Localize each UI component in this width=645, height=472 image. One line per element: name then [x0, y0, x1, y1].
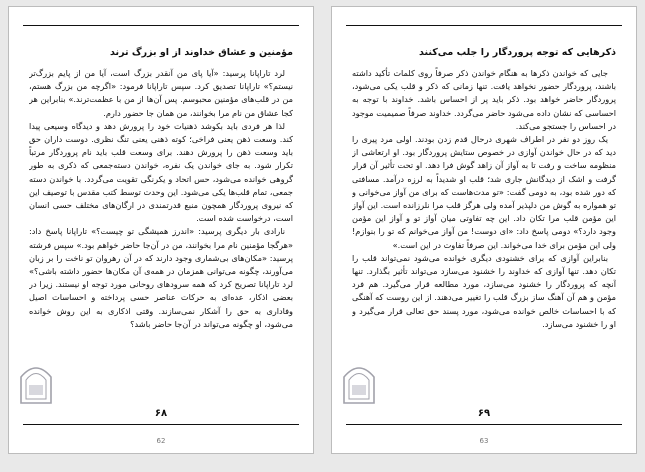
body-text	[352, 67, 616, 403]
bottom-rule	[23, 424, 299, 425]
top-rule	[346, 25, 622, 26]
right-page	[331, 6, 637, 454]
top-rule	[23, 25, 299, 26]
paragraph: نارادی بار دیگری پرسید: «اندرز همیشگی تو چیست؟» تاراپانا پاسخ داد: «هرگجا مؤمنین نام مرا بخوانند، من در آن‌جا حاضر خواهم بود.» سپس فرشته پرسید: «مکان‌های بی‌شماری وجود دارند که در آن رهروان تو ناخت را بر زبان می‌آورند، چگونه می‌توانی همزمان در همه‌ی آن مکان‌ها حضور داشته باشی؟» لرد تاراپانا تصریح کرد که همه سرودهای روحانی مورد توجه او نیستند. زیرا در بعضی اذکار، عده‌ای به حرکات عناصر حسی پرداخته و احساسات اصیل وفاداری به حق را آشکار نمی‌سازند. وقتی اذکاری به این روش خوانده می‌شود، او چگونه می‌تواند در آن‌جا حاضر باشد؟	[29, 226, 293, 329]
page-number: ۶۹	[477, 408, 491, 419]
body-text	[29, 67, 293, 403]
footer-page-number: 63	[479, 437, 489, 445]
paragraph: لرد تاراپانا پرسید: «آیا پای من آنقدر بزرگ است، آیا من از پایم بزرگ‌تر نیستم؟» تاراپانا تصدیق کرد. سپس تاراپانا فرمود: «اگرچه من بزرگ هستم، من در قلب‌های مؤمنین محبوسم. پس آن‌ها از من با عظمت‌ترند.» بنابراین هر کجا عشاق من نام مرا بخوانند، من همان جا حضور دارم.	[29, 68, 293, 118]
section-heading: ذکرهایی که توجه پروردگار را جلب می‌کنند	[419, 47, 616, 58]
page-number: ۶۸	[154, 408, 168, 419]
paragraph: یک روز دو نفر در اطراف شهری درحال قدم زدن بودند. اولی مرد پیری را دید که در حال خواندن آوازی در خصوص ستایش پروردگار بود. او ارتعاشی از منظومه ساخت و رفت تا به آواز آن زاهد گوش فرا دهد. او تحت تأثیر آن قرار گرفت و اشک از دیدگانش جاری شد؛ قلب او شدیداً به لرزه درآمد. مسافتی که دور شده بود، به دومی گفت: «تو مدت‌هاست که برای من آواز می‌خوانی و تو همواره به گوش من دلپذیر آمده ولی هرگز قلب مرا نلرزانده است. این آواز این مؤمن قلب مرا تکان داد. این چه تفاوتی میان آواز تو و آواز این مؤمن وجود دارد؟» دومی پاسخ داد: «ای دوست! من آواز می‌خوانم که تو را بنوازم! ولی این مؤمن برای خدا می‌خواند. این صرفاً تفاوت در این است.»	[352, 134, 616, 250]
section-heading: مؤمنین و عشاق خداوند از او بزرگ ترند	[110, 47, 293, 58]
bottom-rule	[346, 424, 622, 425]
library-seal-watermark	[342, 361, 376, 405]
paragraph: لذا هر فردی باید بکوشد ذهنیات خود را پرورش دهد و دیدگاه وسیعی پیدا کند. وسعت ذهن یعنی فراخی؛ کوته ذهنی یعنی تنگ نظری. دوست داران حق باید وسعت ذهن را پرورش دهند. برای وسعت قلب باید نام پروردگار مرتباً تکرار شود. به جای خواندن یک نفره، خواندن دسته‌جمعی که ذکری به طور گروهی خوانده می‌شود، حس اتحاد و یکرنگی تقویت می‌گردد. با خواندن دسته جمعی، تمام قلب‌ها یکی می‌شود. این وحدت توسط کتب مقدس با توصیف این که نیروی پروردگار همچون منبع قدرتمندی در ارگان‌های مختلف حسی انسان است، درخواست شده است.	[29, 120, 293, 224]
library-seal-watermark	[19, 361, 53, 405]
paragraph: جایی که خواندن ذکرها به هنگام خواندن ذکر صرفاً روی کلمات تأکید داشته باشند، پروردگار حضور نخواهد یافت. تنها زمانی که ذکر و قلب یکی می‌شود، پروردگار حاضر خواهد بود. ذکر باید پر از احساس باشد. خداوند با توجه به احساسی که نشان داده می‌شود حاضر می‌گردد. خداوند صرفاً صمیمیت موجود در احساس را جستجو می‌کند.	[352, 68, 616, 131]
footer-page-number: 62	[156, 437, 166, 445]
paragraph: بنابراین آوازی که برای خشنودی دیگری خوانده می‌شود نمی‌تواند قلب را تکان دهد. تنها آوازی که خداوند را خشنود می‌سازد می‌تواند تأثیر بگذارد. تنها آنچه که پروردگار را خشنود می‌سازد، مورد مطالعه قرار می‌گیرد. هم فرد مؤمن و هم آن آهنگ ساز بزرگ قلب را تغییر می‌دهند. از این روست که آهنگی که با احساسات خالص خوانده می‌شود، مورد پسند حق تعالی قرار می‌گیرد و او را خشنود می‌سازد.	[352, 252, 616, 329]
left-page	[8, 6, 314, 454]
